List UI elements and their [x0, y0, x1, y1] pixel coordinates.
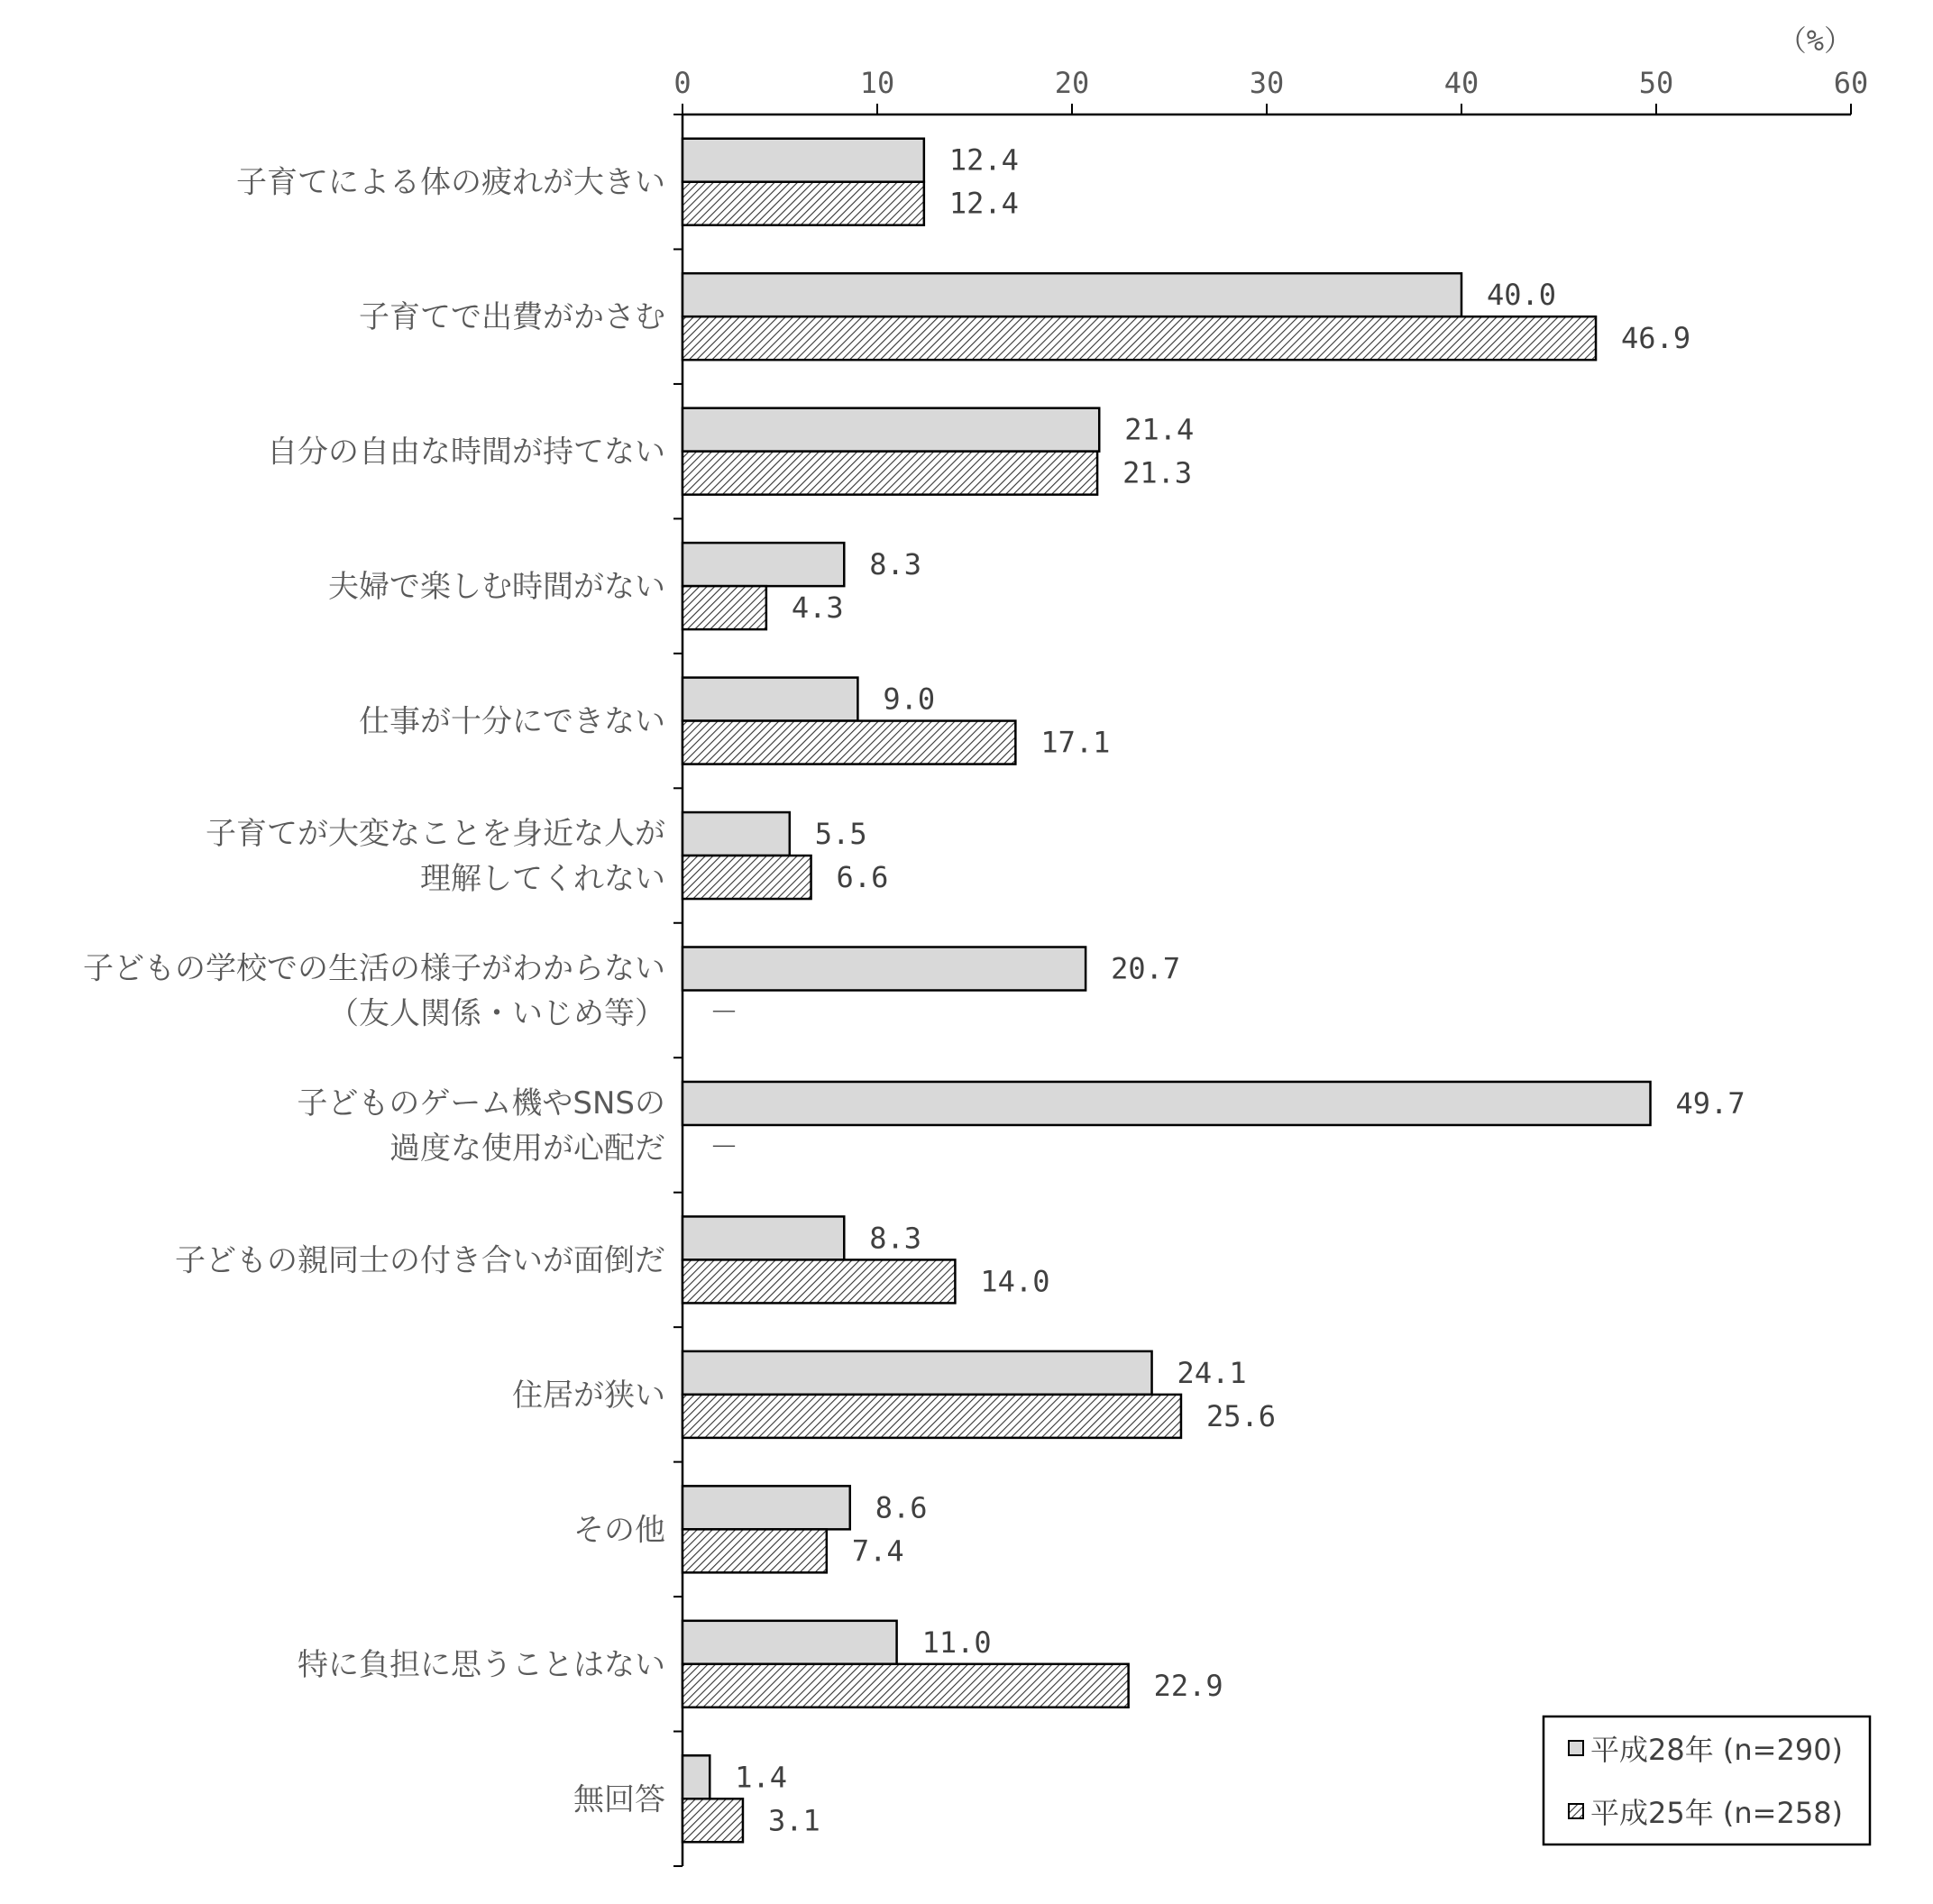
data-label-2013: 6.6 [836, 860, 889, 895]
x-tick-label: 10 [859, 66, 895, 100]
x-tick-label: 30 [1249, 66, 1285, 100]
bar-2016 [683, 1216, 844, 1259]
bar-2013 [683, 721, 1015, 764]
data-label-2013: 22.9 [1153, 1668, 1223, 1703]
data-label-2013: 17.1 [1040, 725, 1111, 760]
category-label: 理解してくれない [420, 861, 665, 898]
bar-2016 [683, 408, 1099, 452]
bars-layer [683, 139, 1651, 1843]
category-label: 子育てによる体の疲れが大きい [236, 164, 665, 201]
data-label-2016: 24.1 [1177, 1355, 1247, 1390]
category-label: 子どもの親同士の付き合いが面倒だ [175, 1242, 665, 1279]
category-label: 仕事が十分にできない [359, 703, 665, 740]
data-label-2013: 14.0 [980, 1264, 1050, 1299]
legend-swatch [1569, 1741, 1583, 1755]
bar-2016 [683, 1351, 1152, 1395]
data-label-2013: － [710, 1129, 739, 1164]
data-label-2016: 1.4 [735, 1760, 788, 1795]
data-label-2016: 5.5 [814, 817, 867, 852]
data-label-2016: 8.3 [869, 1221, 922, 1256]
category-label: （友人関係・いじめ等） [328, 995, 665, 1032]
bar-2013 [683, 1529, 827, 1572]
data-label-2016: 12.4 [948, 142, 1019, 178]
x-tick-label: 60 [1833, 66, 1869, 100]
data-label-2016: 8.3 [869, 547, 922, 582]
data-label-2016: 40.0 [1487, 278, 1557, 313]
bar-2013 [683, 586, 766, 629]
data-label-2013: － [710, 994, 739, 1030]
category-label: 住居が狭い [512, 1377, 665, 1414]
data-label-2013: 3.1 [767, 1803, 820, 1838]
data-label-2016: 20.7 [1111, 951, 1181, 986]
legend [1544, 1716, 1870, 1844]
category-label: 特に負担に思うことはない [298, 1646, 665, 1683]
unit-label: （%） [1777, 23, 1853, 58]
x-tick-label: 20 [1054, 66, 1090, 100]
data-label-2013: 25.6 [1205, 1398, 1277, 1433]
bar-2013 [683, 1799, 743, 1842]
bar-2013 [683, 1664, 1129, 1707]
data-label-2016: 49.7 [1675, 1085, 1745, 1121]
category-label: 無回答 [573, 1781, 665, 1818]
data-label-2016: 9.0 [883, 682, 936, 717]
category-label: 自分の自由な時間が持てない [267, 434, 665, 471]
legend-swatch [1569, 1804, 1583, 1818]
legend-label: 平成28年 (n=290) [1590, 1733, 1844, 1767]
bar-2016 [683, 1082, 1651, 1125]
category-label: 夫婦で楽しむ時間がない [328, 569, 665, 606]
data-label-2013: 21.3 [1122, 455, 1193, 490]
bar-2016 [683, 678, 857, 721]
bar-2016 [683, 947, 1086, 991]
bar-2013 [683, 1395, 1181, 1438]
data-label-2013: 12.4 [948, 186, 1019, 221]
data-label-2016: 21.4 [1124, 412, 1195, 447]
data-label-2013: 7.4 [851, 1533, 904, 1569]
bar-2016 [683, 1486, 850, 1529]
bar-2013 [683, 182, 924, 225]
category-label: その他 [573, 1512, 665, 1549]
bar-2016 [683, 543, 844, 586]
bar-2016 [683, 1621, 897, 1664]
bar-2013 [683, 1259, 955, 1303]
legend-label: 平成25年 (n=258) [1590, 1796, 1844, 1830]
category-label: 子どものゲーム機やSNSの [297, 1085, 665, 1121]
category-label: 子育てで出費がかさむ [359, 299, 665, 336]
category-label: 過度な使用が心配だ [389, 1130, 665, 1167]
x-tick-label: 50 [1638, 66, 1674, 100]
bar-2016 [683, 273, 1461, 316]
bar-2013 [683, 856, 811, 899]
bar-2013 [683, 452, 1097, 495]
category-label: 子どもの学校での生活の様子がわからない [83, 950, 665, 987]
data-label-2016: 8.6 [875, 1490, 928, 1525]
x-tick-label: 0 [673, 66, 692, 100]
data-label-2013: 4.3 [791, 590, 844, 626]
bar-2016 [683, 812, 790, 856]
bar-2013 [683, 316, 1596, 360]
bar-2016 [683, 1755, 710, 1799]
x-tick-label: 40 [1443, 66, 1480, 100]
category-label: 子育てが大変なことを身近な人が [206, 816, 665, 853]
data-label-2016: 11.0 [921, 1625, 992, 1660]
data-label-2013: 46.9 [1621, 321, 1691, 356]
bar-2016 [683, 139, 924, 182]
